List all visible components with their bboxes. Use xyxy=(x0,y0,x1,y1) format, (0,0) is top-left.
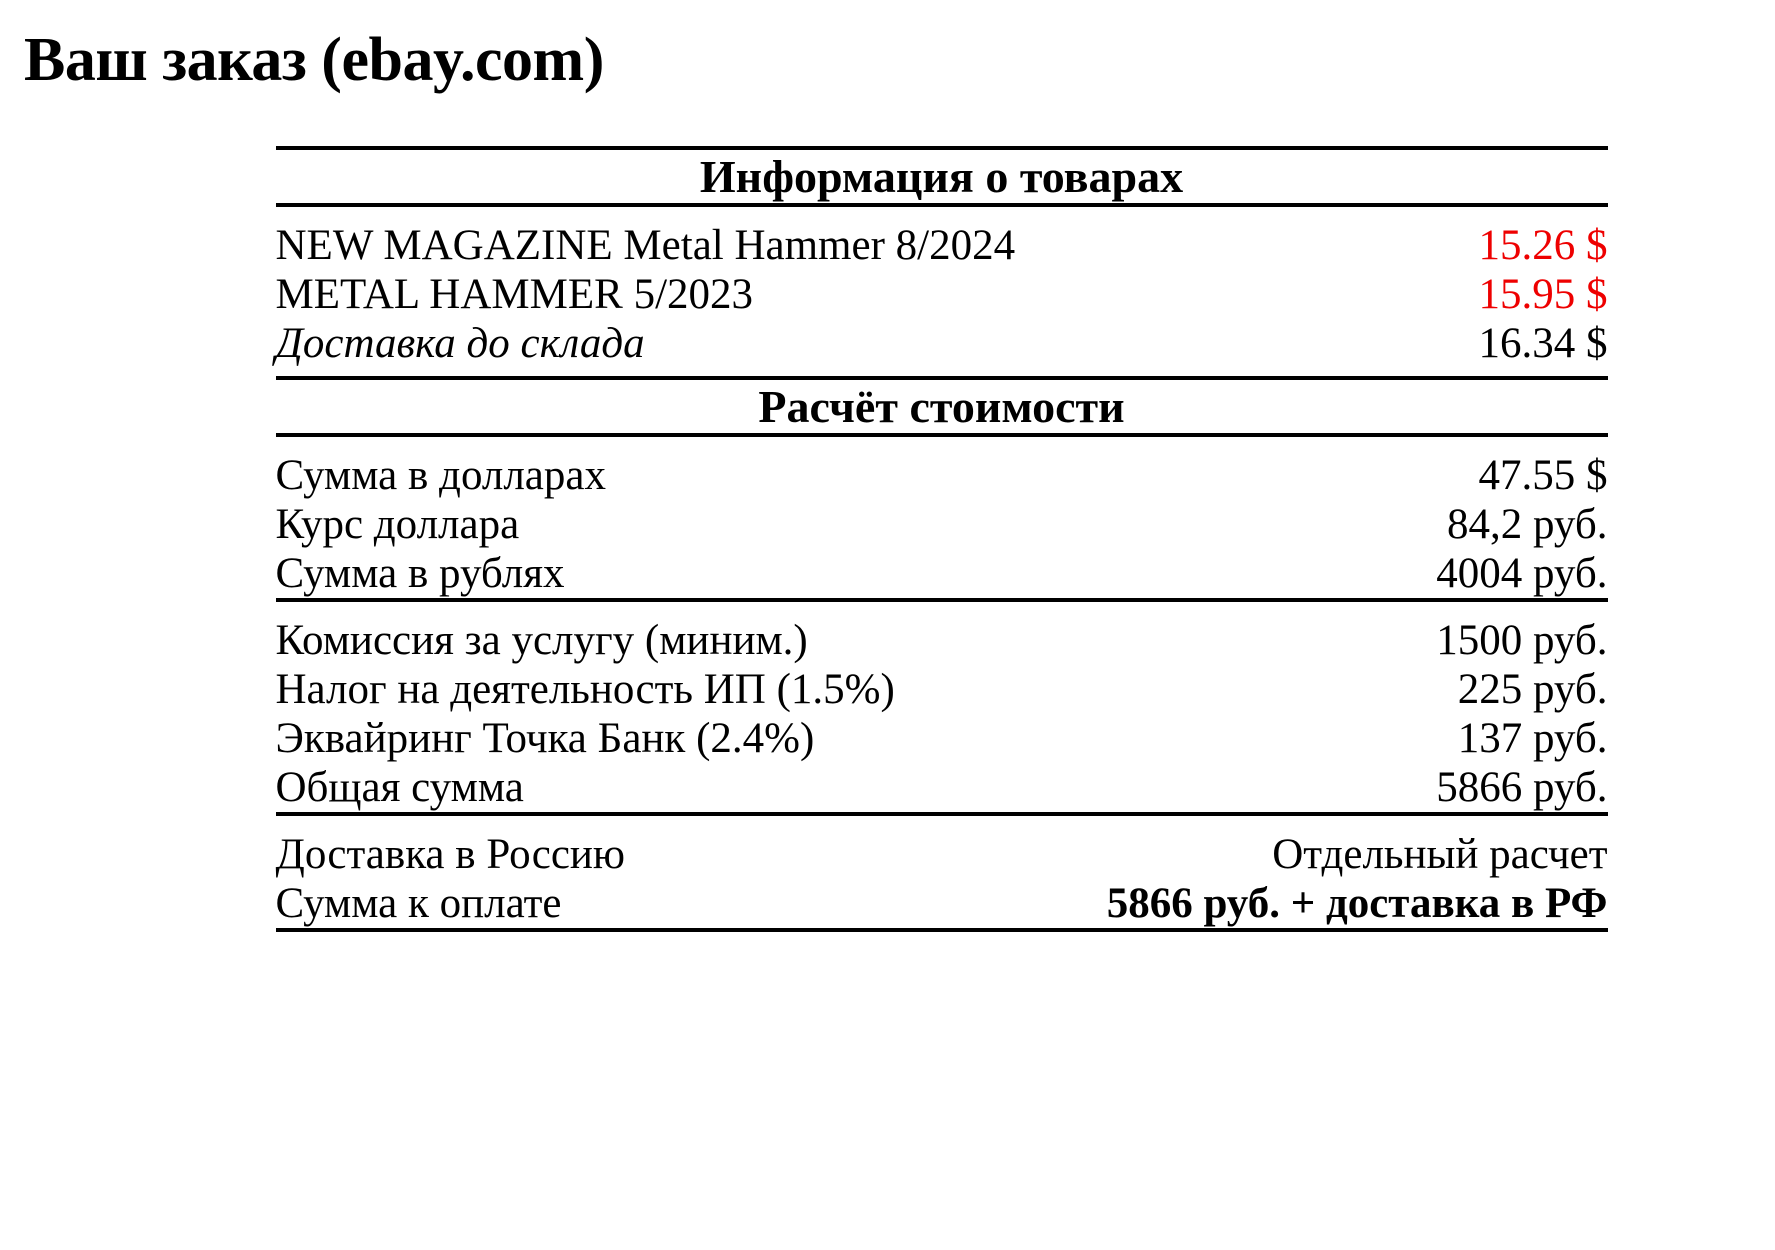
section-header-items-label: Информация о товарах xyxy=(276,148,1608,205)
cost-label: Эквайринг Точка Банк (2.4%) xyxy=(275,715,815,763)
section-header-cost-label: Расчёт стоимости xyxy=(276,378,1608,435)
cost-value: 4004 руб. xyxy=(1070,549,1608,600)
order-table xyxy=(276,146,1608,932)
item-price: 16.34 $ xyxy=(1478,320,1608,368)
table-row xyxy=(276,616,1608,665)
table-row xyxy=(276,714,1608,763)
table-row-total xyxy=(276,879,1608,930)
cost-value: 47.55 $ xyxy=(1478,452,1608,500)
cost-value: 84,2 руб. xyxy=(1447,501,1608,549)
cost-label: Доставка в Россию xyxy=(275,831,626,879)
item-label: Доставка до склада xyxy=(275,320,645,368)
cost-label: Сумма в долларах xyxy=(275,452,606,500)
total-label: Сумма к оплате xyxy=(276,879,1070,930)
item-price: 15.95 $ xyxy=(1478,271,1608,319)
cost-label: Налог на деятельность ИП (1.5%) xyxy=(275,666,895,714)
spacer xyxy=(276,814,1608,830)
table-row xyxy=(276,270,1608,319)
table-row xyxy=(276,451,1608,500)
total-value: 5866 руб. + доставка в РФ xyxy=(1070,879,1608,930)
cost-value: 137 руб. xyxy=(1457,715,1608,763)
cost-value: Отдельный расчет xyxy=(1272,831,1608,879)
cost-label: Комиссия за услугу (миним.) xyxy=(275,617,808,665)
item-price: 15.26 $ xyxy=(1478,222,1608,270)
table-row xyxy=(276,500,1608,549)
table-row xyxy=(276,221,1608,270)
cost-label: Курс доллара xyxy=(275,501,520,549)
table-row xyxy=(276,665,1608,714)
cost-label: Сумма в рублях xyxy=(276,549,1070,600)
spacer xyxy=(276,205,1608,221)
item-label: NEW MAGAZINE Metal Hammer 8/2024 xyxy=(275,222,1016,270)
table-row xyxy=(276,830,1608,879)
table-row xyxy=(276,763,1608,814)
section-header-items xyxy=(276,148,1608,205)
spacer xyxy=(276,368,1608,378)
cost-value: 1500 руб. xyxy=(1436,617,1608,665)
spacer xyxy=(276,435,1608,451)
page-title: Ваш заказ (ebay.com) xyxy=(24,26,604,94)
cost-value: 5866 руб. xyxy=(1070,763,1608,814)
item-label: METAL HAMMER 5/2023 xyxy=(275,271,754,319)
table-row xyxy=(276,549,1608,600)
cost-label: Общая сумма xyxy=(276,763,1070,814)
order-table-container xyxy=(138,146,1638,932)
section-header-cost xyxy=(276,378,1608,435)
cost-value: 225 руб. xyxy=(1457,666,1608,714)
spacer xyxy=(276,600,1608,616)
table-row xyxy=(276,319,1608,368)
